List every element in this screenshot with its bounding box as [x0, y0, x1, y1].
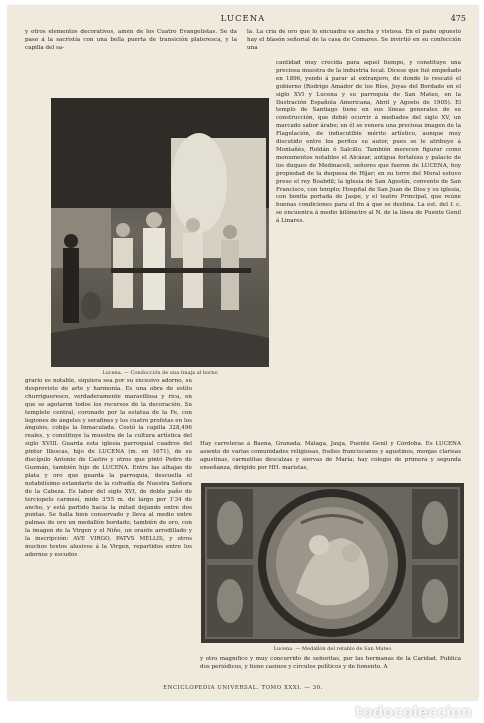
caption-tinaja: Lucena. — Conducción de una tinaja al horno: [102, 370, 218, 376]
text-right-column: cantidad muy crecida para aquel tiempo, y constituye una preciosa muestra de la industria local. Dícese que fué empeñado en 1896, yendo á parar al extranjero, de donde lo rescató el gobierno (Rodrigo Amador de los Ríos, Joyas del Bordado en el siglo XVI y Lucena y su parroquia de San Mateo, en la Ilustración Española Americana, Abril y Agosto de 1905). El templo de Santiago tiene en sus líneas generales de su construcción, que debió ocurrir á mediados del siglo XV, un marcado sabor árabe; en él se venera una preciosa imagen de la Flagelación, de indiscutible mérito artístico, aunque muy discutido entre los peritos su autor, pues se le atribuye á Montañés, Roldán ó Salcillo. También merecen figurar como monumentos notables el Alcázar, antigua fortaleza y palacio de los duques de Medinaceli, señores que fueron de LUCENA, hoy propiedad de la duquesa de Híjar; en su torre del Moral estuvo preso el rey Boabdil; la iglesia de San Agustín, convento de San Francisco, con templo; Hospital de San Juan de Dios y su iglesia, con bonita portada de Jaspe, y el teatro Principal, que reúne buenas condiciones para el fin á que se destina. La est. del f. c. se encuentra á medio kilómetro al N. de la línea de Puente Genil á Linares.: [276, 60, 461, 225]
watermark-logo: [355, 703, 472, 721]
text-middle-left: grario es notable, siquiera sea por su excesivo adorno, su desprovisto de arte y harmonía. Es una obra de estilo churrigueresco, verdaderamente maravillosa y rica, en que se agotaron todos los recursos de la decoración. Su templete central, coronado por la estatua de la Fe, con legiones de ángeles y serafines y los cuatro profetas en los ángulos, cobija la Inmaculada. Costó la capilla 328,496 reales, y constituye la muestra de la cultura artística del siglo XVIII. Guarda esta iglesia parroquial cuadros del pintor Illescas, hijo de LUCENA (m. en 1671), de su discípulo Antonio de Castro y otros que pintó Pedro de Guzmán, también hijo de LUCENA. Entre las alhajas de plata y oro que guarda la parroquia, descuella el notabilísimo estandarte de la cofradía de Nuestra Señora de la Cabeza. Es labor del siglo XVI, de doble paño de terciopelo carmesí, mide 3'55 m. de largo por 1'34 de ancho, y está partido hacia la mitad dejando entre dos puntas. Se halla bien conservado y lleva al medio entre palmas de oro un medallón bordado, también de oro, con la imagen de la Virgen y el Niño, un orante arrodillado y la inscripción: AVE VIRGO, PATVS MELLIS, y otros muchos textos alusivos á la Virgen, repartidos entre los adornos y escudos: [25, 378, 192, 558]
text-top-right: la. La cría de oro que lo encuadra es ancha y vistosa. En el paño opuesto hay el blasón señorial de la casa de Comares. Se invirtió en su confección una: [247, 29, 461, 51]
text-top-left: y otros elementos decorativos, amén de los Cuatro Evangelistas. Se da paso á la sacristía con una bella puerta de transición plateresca, y la capilla del sa-: [25, 29, 237, 51]
page-number: 475: [450, 14, 466, 23]
text-bottom-right: y otro magnífico y muy concurrido de señoritas, por las hermanas de la Caridad. Publica dos periódicos, y tiene casinos y círculos políticos y de fomento. A: [200, 656, 461, 670]
text-middle-right: Hay carreteras á Baena, Granada, Málaga, Jauja, Puente Genil y Córdoba. Es LUCENA asiento de varias comunidades religiosas, frailes franciscanos y agustinos, monjas clarisas agustinas, carmelitas descalzas y siervas de María; hay colegio de primera y segunda enseñanza, dirigido por HH. maristas,: [200, 441, 461, 471]
photo-medallion: [201, 483, 464, 643]
photo-tinaja: [51, 98, 269, 367]
magazine-page: [8, 6, 478, 700]
caption-medallion: Lucena. — Medallón del retablo de San Mateo: [273, 646, 392, 652]
page-header-title: LUCENA: [220, 14, 266, 24]
watermark-text: todocoleccion: [355, 703, 472, 721]
medallion-relief-illustration: [201, 483, 464, 643]
page-footer: ENCICLOPEDIA UNIVERSAL. TOMO XXXI. — 30.: [163, 685, 323, 691]
tinaja-photo-illustration: [51, 98, 269, 367]
